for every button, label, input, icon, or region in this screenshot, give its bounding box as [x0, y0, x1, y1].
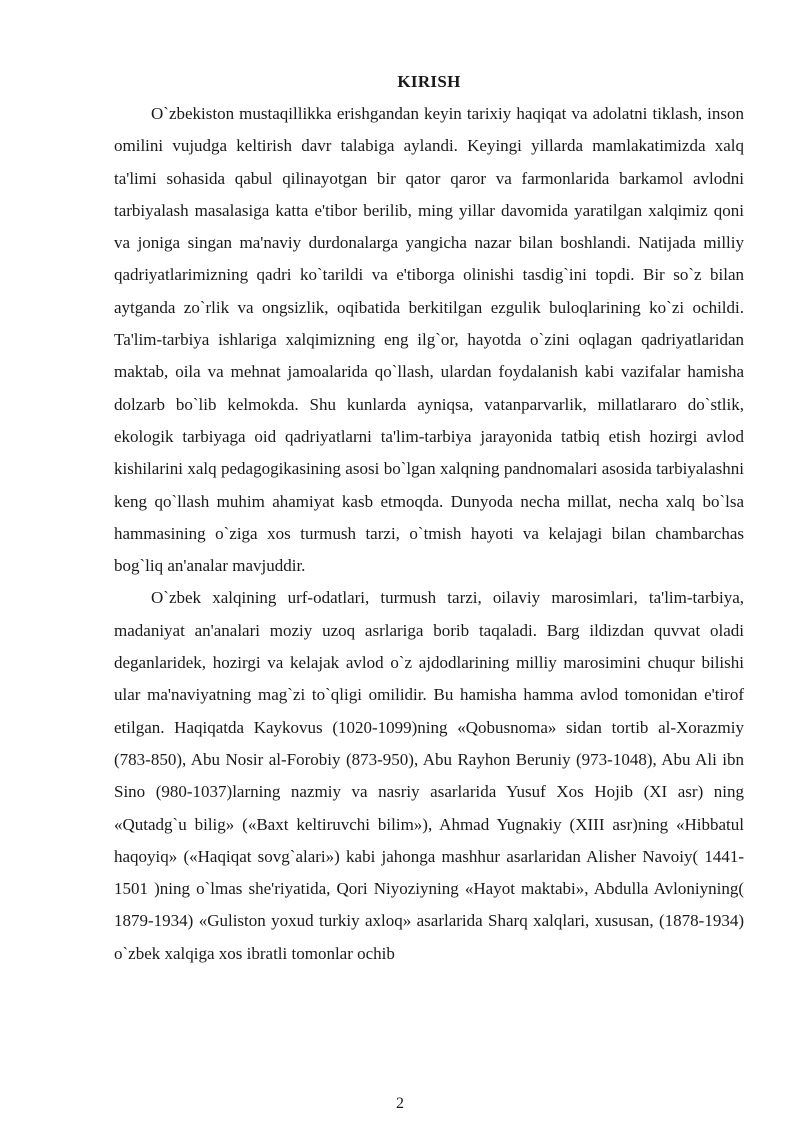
- document-page: [114, 72, 744, 970]
- document-title: KIRISH: [397, 72, 461, 91]
- paragraph-2: O`zbek xalqining urf-odatlari, turmush tarzi, oilaviy marosimlari, ta'lim-tarbiya, madaniyat an'analari moziy uzoq asrlariga borib taqaladi. Barg ildizdan quvvat oladi deganlaridek, hozirgi va kelajak avlod o`z ajdodlarining milliy marosimini chuqur bilishi ular ma'naviyatning mag`zi to`qligi omilidir. Bu hamisha hamma avlod tomonidan e'tirof etilgan. Haqiqatda Kaykovus (1020-1099)ning «Qobusnoma» sidan tortib al-Xorazmiy (783-850), Abu Nosir al-Forobiy (873-950), Abu Rayhon Beruniy (973-1048), Abu Ali ibn Sino (980-1037)larning nazmiy va nasriy asarlarida Yusuf Xos Hojib (XI asr) ning «Qutadg`u bilig» («Baxt keltiruvchi bilim»), Ahmad Yugnakiy (XIII asr)ning «Hibbatul haqoyiq» («Haqiqat sovg`alari») kabi jahonga mashhur asarlaridan Alisher Navoiy( 1441-1501 )ning o`lmas she'riyatida, Qori Niyoziyning «Hayot maktabi», Abdulla Avloniyning( 1879-1934) «Guliston yoxud turkiy axloq» asarlarida Sharq xalqlari, xususan, (1878-1934) o`zbek xalqiga xos ibratli tomonlar ochib: [114, 588, 744, 963]
- paragraph-1: O`zbekiston mustaqillikka erishgandan keyin tarixiy haqiqat va adolatni tiklash, inson omilini vujudga keltirish davr talabiga aylandi. Keyingi yillarda mamlakatimizda xalq ta'limi sohasida qabul qilinayotgan bir qator qaror va farmonlarida barkamol avlodni tarbiyalash masalasiga katta e'tibor berilib, ming yillar davomida yaratilgan xalqimiz qoni va joniga singan ma'naviy durdonalarga yangicha nazar bilan boshlandi. Natijada milliy qadriyatlarimizning qadri ko`tarildi va e'tiborga olinishi tasdig`ini topdi. Bir so`z bilan aytganda zo`rlik va ongsizlik, oqibatida berkitilgan ezgulik buloqlarining ko`zi ochildi. Ta'lim-tarbiya ishlariga xalqimizning eng ilg`or, hayotda o`zini oqlagan qadriyatlaridan maktab, oila va mehnat jamoalarida qo`llash, ulardan foydalanish kabi vazifalar hamisha dolzarb bo`lib kelmokda. Shu kunlarda ayniqsa, vatanparvarlik, millatlararo do`stlik, ekologik tarbiyaga oid qadriyatlarni ta'lim-tarbiya jarayonida tatbiq etish hozirgi avlod kishilarini xalq pedagogikasining asosi bo`lgan xalqning pandnomalari asosida tarbiyalashni keng qo`llash muhim ahamiyat kasb etmoqda. Dunyoda necha millat, necha xalq bo`lsa hammasining o`ziga xos turmush tarzi, o`tmish hayoti va kelajagi bilan chambarchas bog`liq an'analar mavjuddir.: [114, 104, 744, 576]
- page-number: 2: [396, 1095, 404, 1112]
